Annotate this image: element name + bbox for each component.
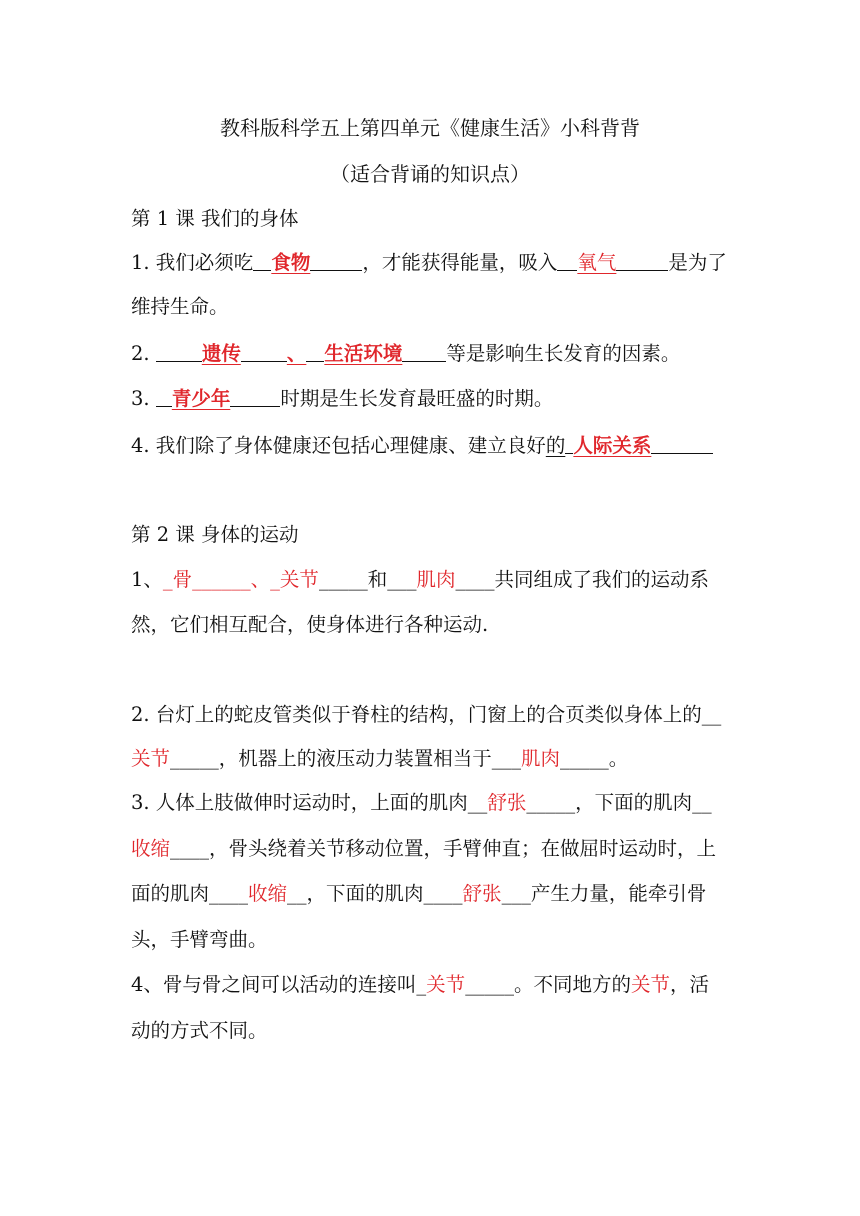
answer-environment: 生活环境	[324, 342, 403, 365]
lesson-2-item-2-cont: 关节_____，机器上的液压动力装置相当于___肌肉_____。	[131, 747, 629, 770]
lesson-1-item-1: 1. 我们必须吃 食物 ，才能获得能量，吸入 氧气 是为了	[131, 251, 727, 274]
lesson-2-heading: 第 2 课 身体的运动	[131, 523, 299, 546]
answer-joint-3: 关节	[426, 973, 466, 996]
document-subtitle: （适合背诵的知识点）	[330, 162, 530, 186]
answer-bone-joint: _骨______、_关节	[162, 568, 319, 591]
lesson-1-heading: 第 1 课 我们的身体	[131, 207, 299, 230]
answer-muscle-2: 肌肉	[521, 747, 561, 770]
lesson-2-item-4: 4、骨与骨之间可以活动的连接叫_关节_____。不同地方的关节，活	[131, 973, 709, 996]
answer-relationships: 人际关系	[573, 434, 652, 457]
answer-adolescence: 青少年	[171, 387, 231, 410]
lesson-1-item-1-cont: 维持生命。	[131, 295, 229, 318]
answer-muscle: 肌肉	[416, 568, 456, 591]
lesson-2-item-3-cont-1: 收缩____，骨头绕着关节移动位置，手臂伸直；在做屈时运动时，上	[131, 837, 717, 860]
lesson-2-item-3: 3. 人体上肢做伸时运动时，上面的肌肉__舒张_____，下面的肌肉__	[131, 791, 712, 814]
answer-relax-2: 舒张	[462, 882, 502, 905]
answer-oxygen: 氧气	[577, 251, 617, 274]
answer-heredity: 遗传	[201, 342, 241, 365]
answer-contract-1: 收缩	[131, 837, 171, 860]
lesson-1-item-3: 3. 青少年 时期是生长发育最旺盛的时期。	[131, 387, 554, 410]
answer-relax-1: 舒张	[487, 791, 527, 814]
lesson-2-item-1: 1、_骨______、_关节_____和___肌肉____共同组成了我们的运动系	[131, 568, 709, 591]
lesson-1-item-4: 4. 我们除了身体健康还包括心理健康、建立良好的 人际关系	[131, 433, 713, 459]
lesson-2-item-2: 2. 台灯上的蛇皮管类似于脊柱的结构，门窗上的合页类似身体上的__	[131, 703, 722, 726]
lesson-2-item-3-cont-3: 头，手臂弯曲。	[131, 928, 268, 951]
lesson-2-item-3-cont-2: 面的肌肉____收缩__，下面的肌肉____舒张___产生力量，能牵引骨	[131, 882, 707, 905]
answer-food: 食物	[271, 251, 311, 274]
lesson-2-item-4-cont: 动的方式不同。	[131, 1019, 268, 1042]
lesson-2-item-1-cont: 然，它们相互配合，使身体进行各种运动.	[131, 613, 489, 636]
document-title: 教科版科学五上第四单元《健康生活》小科背背	[220, 116, 640, 140]
lesson-1-item-2: 2. 遗传 、 生活环境 等是影响生长发育的因素。	[131, 342, 681, 365]
answer-joint: 关节	[131, 747, 171, 770]
answer-joint-4: 关节	[630, 973, 670, 996]
answer-contract-2: 收缩	[248, 882, 288, 905]
